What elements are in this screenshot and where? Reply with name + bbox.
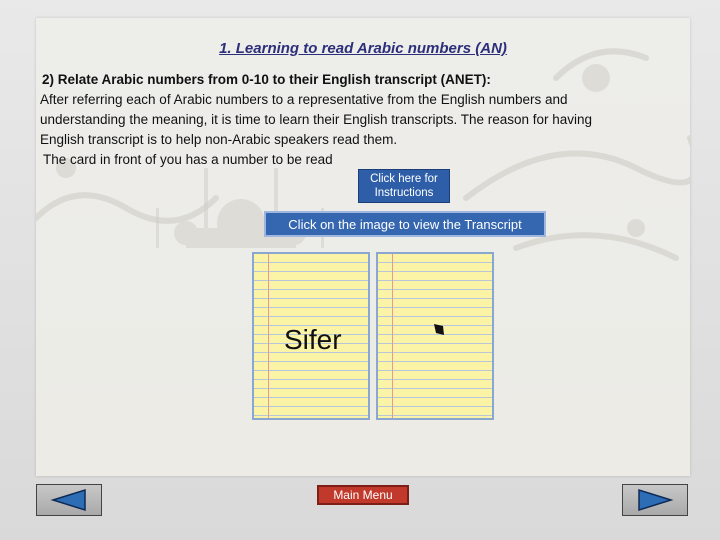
instruction-line: 2) Relate Arabic numbers from 0-10 to their English transcript (ANET): <box>42 72 491 87</box>
arabic-zero-numeral-icon <box>432 322 446 336</box>
instruction-line: The card in front of you has a number to be read <box>43 152 333 167</box>
page-title: 1. Learning to read Arabic numbers (AN) <box>219 40 507 57</box>
instruction-line: English transcript is to help non-Arabic speakers read them. <box>40 132 398 147</box>
transcript-word: Sifer <box>284 324 342 355</box>
instruction-line: After referring each of Arabic numbers to a representative from the English numbers and <box>40 92 568 107</box>
transcript-card[interactable] <box>252 252 370 420</box>
view-transcript-button[interactable]: Click on the image to view the Transcript <box>264 211 546 237</box>
instruction-line: understanding the meaning, it is time to learn their English transcripts. The reason for having <box>40 112 593 127</box>
next-slide-button[interactable] <box>622 484 688 516</box>
previous-slide-button[interactable] <box>36 484 102 516</box>
slide-panel <box>36 18 690 476</box>
instruction-text <box>40 70 680 170</box>
instructions-button[interactable]: Click here for Instructions <box>358 169 450 203</box>
main-menu-button[interactable]: Main Menu <box>317 485 409 505</box>
triangle-right-icon <box>635 488 675 512</box>
numeral-card[interactable] <box>376 252 494 420</box>
triangle-left-icon <box>49 488 89 512</box>
